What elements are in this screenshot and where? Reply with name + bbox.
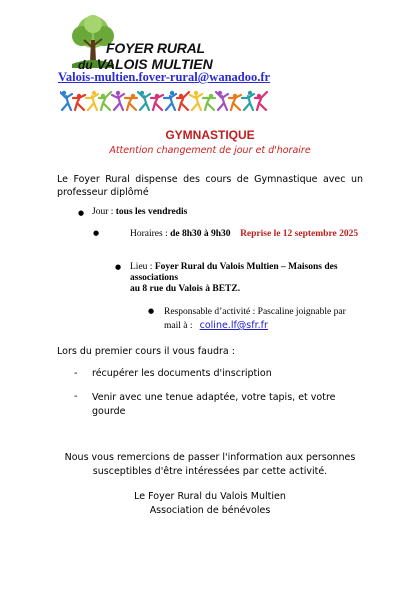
hours-item [130,228,370,240]
hours-label: Horaires : [130,229,171,239]
day-label: Jour : [92,207,116,217]
requirement-item: récupérer les documents d'inscription [92,368,272,379]
gymnast-silhouette-icon [190,91,202,110]
bullet-dot: ● [148,307,155,315]
org-name-prefix: du [78,58,93,72]
day-value: tous les vendredis [115,207,188,217]
schedule-change-notice: Attention changement de jour et d'horaire [109,145,311,156]
gymnast-silhouette-icon [151,94,163,110]
contact-item [164,306,364,333]
location-label: Lieu : [130,262,155,272]
hours-value: de 8h30 à 9h30 [170,229,231,239]
requirement-item: Venir avec une tenue adaptée, votre tapis, et votre gourde [92,392,336,417]
bullet-dot: ● [93,229,100,237]
gymnast-silhouette-icon [73,94,85,110]
contact-email-link[interactable]: coline.lf@sfr.fr [199,320,268,331]
requirements-lead: Lors du premier cours il vous faudra : [57,346,235,357]
gymnast-silhouette-icon [138,91,150,110]
closing-paragraph: Nous vous remercions de passer l'information aux personnes susceptibles d'être intéressées par cette activité. [64,452,356,477]
org-name-valois: VALOIS MULTIEN [96,56,213,72]
gymnast-silhouette-icon [255,92,267,110]
page-title: GYMNASTIQUE [165,128,255,142]
signature-line1: Le Foyer Rural du Valois Multien [134,491,286,502]
header-email-link[interactable]: Valois-multien.fover-rural@wanadoo.fr [58,70,271,84]
dash-marker: - [74,391,78,402]
contact-text: Responsable d’activité : Pascaline joignable par mail à : [164,307,346,331]
gymnast-silhouette-icon [229,94,241,110]
bullet-dot: ● [78,209,85,217]
gymnast-silhouette-icon [177,92,189,110]
gymnast-silhouette-icon [99,92,111,110]
gymnast-silhouette-icon [203,94,215,110]
location-item [130,262,370,295]
gymnast-silhouette-icon [125,94,137,110]
gymnast-silhouette-icon [242,91,254,110]
location-value: Foyer Rural du Valois Multien – Maisons des associations [130,262,338,283]
gymnast-silhouette-icon [60,91,72,110]
day-item [92,207,187,217]
signature-line2: Association de bénévoles [149,505,271,516]
dash-marker: - [74,368,78,379]
resume-date: Reprise le 12 septembre 2025 [240,229,359,239]
org-name-line1: FOYER RURAL [106,40,205,56]
location-address: au 8 rue du Valois à BETZ. [130,284,241,294]
intro-paragraph: Le Foyer Rural dispense des cours de Gymnastique avec un professeur diplômé [57,174,363,198]
gymnast-silhouette-icon [112,91,124,110]
gymnast-silhouette-icon [216,91,228,110]
gymnast-silhouette-icon [86,91,98,110]
gymnastics-silhouettes-banner [60,89,270,111]
gymnast-silhouette-icon [164,91,176,110]
bullet-dot: ● [115,263,122,271]
signature [60,490,360,518]
